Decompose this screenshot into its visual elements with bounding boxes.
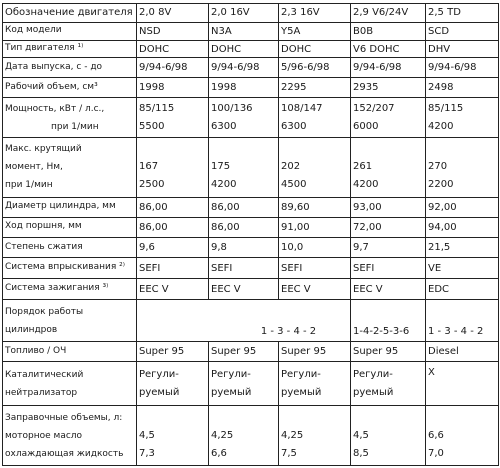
table-cell: 93,00 — [351, 197, 426, 217]
table-cell: DOHC — [279, 40, 351, 58]
bore-row — [3, 197, 499, 217]
table-cell: 4,25 6,6 — [209, 406, 279, 466]
firing-order-v6: 1-4-2-5-3-6 — [351, 300, 426, 342]
table-cell: 4,5 7,3 — [137, 406, 209, 466]
table-cell: DOHC — [137, 40, 209, 58]
table-cell: 100/136 6300 — [209, 98, 279, 138]
table-cell: SCD — [426, 22, 499, 40]
fuel-row — [3, 342, 499, 362]
table-cell: Y5A — [279, 22, 351, 40]
row-label: Тип двигателя ¹⁾ — [3, 40, 137, 58]
table-cell: 10,0 — [279, 237, 351, 258]
table-cell: 108/147 6300 — [279, 98, 351, 138]
torque-row — [3, 138, 499, 198]
header-row — [3, 4, 499, 23]
table-cell: Super 95 — [209, 342, 279, 362]
catalyst-row — [3, 362, 499, 406]
table-cell: 270 2200 — [426, 138, 499, 198]
header-engine-2-0-8v: 2,0 8V — [137, 4, 209, 23]
header-engine-2-9-v6: 2,9 V6/24V — [351, 4, 426, 23]
table-cell: EEC V — [351, 279, 426, 300]
table-cell: 2498 — [426, 78, 499, 98]
table-cell: 9,8 — [209, 237, 279, 258]
row-label: Мощность, кВт / л.с., при 1/мин — [3, 98, 137, 138]
table-cell: N3A — [209, 22, 279, 40]
table-cell: X — [426, 362, 499, 406]
table-cell: Super 95 — [351, 342, 426, 362]
compression-row — [3, 237, 499, 258]
table-cell: Регули- руемый — [209, 362, 279, 406]
table-cell: 6,6 7,0 — [426, 406, 499, 466]
row-label: Рабочий объем, см³ — [3, 78, 137, 98]
ignition-row — [3, 279, 499, 300]
table-cell: 21,5 — [426, 237, 499, 258]
row-label: Дата выпуска, с - до — [3, 58, 137, 78]
table-cell: 9/94-6/98 — [137, 58, 209, 78]
table-cell: 9/94-6/98 — [426, 58, 499, 78]
table-cell: DOHC — [209, 40, 279, 58]
table-cell: SEFI — [279, 258, 351, 279]
table-cell: NSD — [137, 22, 209, 40]
power-row — [3, 98, 499, 138]
row-label: Ход поршня, мм — [3, 217, 137, 237]
table-cell: Super 95 — [137, 342, 209, 362]
table-cell: 86,00 — [209, 197, 279, 217]
table-cell: DHV — [426, 40, 499, 58]
table-cell: 94,00 — [426, 217, 499, 237]
table-cell: EEC V — [279, 279, 351, 300]
table-cell: EEC V — [137, 279, 209, 300]
row-label: Макс. крутящий момент, Нм, при 1/мин — [3, 138, 137, 198]
table-cell: Регули- руемый — [279, 362, 351, 406]
table-cell: 9,6 — [137, 237, 209, 258]
table-cell: 72,00 — [351, 217, 426, 237]
table-cell: EEC V — [209, 279, 279, 300]
firing-order-4cyl: 1 - 3 - 4 - 2 — [137, 300, 351, 342]
table-cell: Регули- руемый — [137, 362, 209, 406]
displacement-row — [3, 78, 499, 98]
row-label: Код модели — [3, 22, 137, 40]
stroke-row — [3, 217, 499, 237]
header-label: Обозначение двигателя — [3, 4, 137, 23]
firing-order-diesel: 1 - 3 - 4 - 2 — [426, 300, 499, 342]
table-cell: VE — [426, 258, 499, 279]
row-label: Диаметр цилиндра, мм — [3, 197, 137, 217]
firing-order-row — [3, 300, 499, 342]
table-cell: 86,00 — [137, 197, 209, 217]
table-cell: EDC — [426, 279, 499, 300]
header-engine-2-5-td: 2,5 TD — [426, 4, 499, 23]
header-engine-2-0-16v: 2,0 16V — [209, 4, 279, 23]
table-cell: 86,00 — [209, 217, 279, 237]
table-cell: 2935 — [351, 78, 426, 98]
header-engine-2-3-16v: 2,3 16V — [279, 4, 351, 23]
table-cell: 9/94-6/98 — [351, 58, 426, 78]
table-cell: 175 4200 — [209, 138, 279, 198]
table-cell: 4,25 7,5 — [279, 406, 351, 466]
row-label: Степень сжатия — [3, 237, 137, 258]
model-code-row — [3, 22, 499, 40]
table-cell: 86,00 — [137, 217, 209, 237]
injection-row — [3, 258, 499, 279]
table-cell: 1998 — [137, 78, 209, 98]
table-cell: V6 DOHC — [351, 40, 426, 58]
capacities-row — [3, 406, 499, 466]
row-label: Каталитический нейтрализатор — [3, 362, 137, 406]
table-cell: 202 4500 — [279, 138, 351, 198]
table-cell: Diesel — [426, 342, 499, 362]
table-cell: Super 95 — [279, 342, 351, 362]
table-cell: 9/94-6/98 — [209, 58, 279, 78]
table-cell: SEFI — [137, 258, 209, 279]
row-label: Порядок работы цилиндров — [3, 300, 137, 342]
table-cell: 9,7 — [351, 237, 426, 258]
engine-type-row — [3, 40, 499, 58]
table-cell: 1998 — [209, 78, 279, 98]
table-cell: 85/115 5500 — [137, 98, 209, 138]
production-date-row — [3, 58, 499, 78]
engine-specs-table — [2, 3, 499, 466]
table-cell: 85/115 4200 — [426, 98, 499, 138]
table-cell: 261 4200 — [351, 138, 426, 198]
row-label: Система впрыскивания ²⁾ — [3, 258, 137, 279]
table-cell: 91,00 — [279, 217, 351, 237]
table-cell: 89,60 — [279, 197, 351, 217]
table-cell: SEFI — [351, 258, 426, 279]
table-cell: 92,00 — [426, 197, 499, 217]
table-cell: SEFI — [209, 258, 279, 279]
table-cell: 5/96-6/98 — [279, 58, 351, 78]
table-cell: Регули- руемый — [351, 362, 426, 406]
table-cell: 152/207 6000 — [351, 98, 426, 138]
table-cell: 2295 — [279, 78, 351, 98]
row-label: Система зажигания ³⁾ — [3, 279, 137, 300]
table-cell: 4,5 8,5 — [351, 406, 426, 466]
table-cell: B0B — [351, 22, 426, 40]
row-label: Заправочные объемы, л: моторное масло охлаждающая жидкость — [3, 406, 137, 466]
row-label: Топливо / ОЧ — [3, 342, 137, 362]
table-cell: 167 2500 — [137, 138, 209, 198]
